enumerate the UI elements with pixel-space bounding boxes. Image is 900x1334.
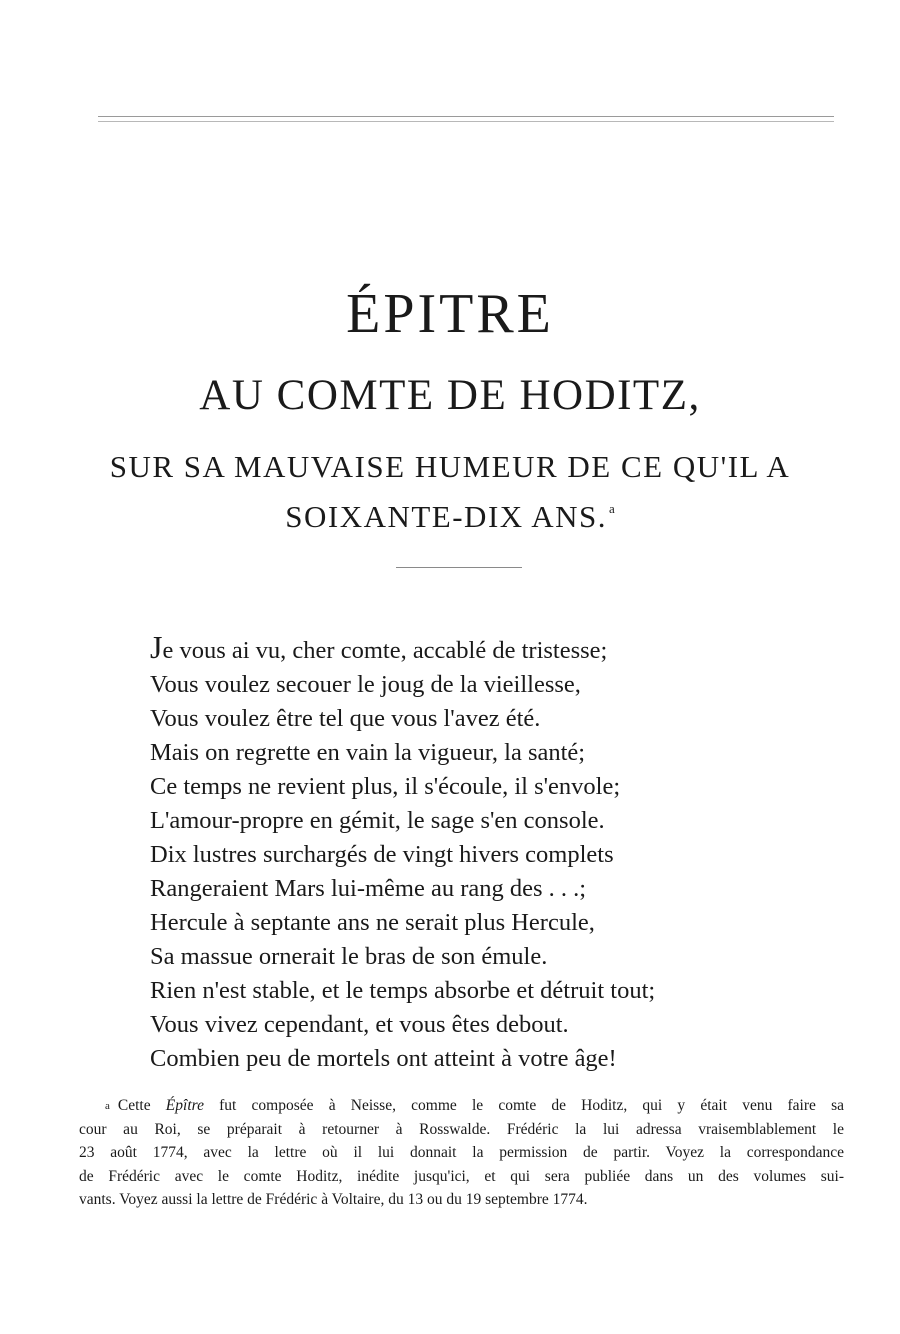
footnote xyxy=(79,1094,844,1211)
poem-verse-7: Dix lustres surchargés de vingt hivers complets xyxy=(150,841,614,868)
footnote-line-2: cour au Roi, se préparait à retourner à Rosswalde. Frédéric la lui adressa vraisemblablement le xyxy=(79,1121,844,1139)
top-double-rule xyxy=(98,116,834,122)
poem-verse-6: L'amour-propre en gémit, le sage s'en console. xyxy=(150,807,605,834)
poem-verse-1-text: e vous ai vu, cher comte, accablé de tristesse; xyxy=(162,637,608,664)
footnote-line-4: de Frédéric avec le comte Hoditz, inédite jusqu'ici, et qui sera publiée dans un des volumes sui- xyxy=(79,1167,844,1185)
poem-verse-12: Vous vivez cependant, et vous êtes debout. xyxy=(150,1011,569,1038)
poem-verse-9: Hercule à septante ans ne serait plus Hercule, xyxy=(150,909,595,936)
poem-verse-2: Vous voulez secouer le joug de la vieillesse, xyxy=(150,671,581,698)
poem-verse-8: Rangeraient Mars lui-même au rang des . . .; xyxy=(150,875,587,902)
title-recipient: AU COMTE DE HODITZ, xyxy=(199,372,701,419)
footnote-line-5: vants. Voyez aussi la lettre de Frédéric à Voltaire, du 13 ou du 19 septembre 1774. xyxy=(79,1190,588,1208)
title-footnote-marker[interactable]: a xyxy=(608,501,615,516)
page-title: ÉPITRE xyxy=(346,283,554,345)
poem-verse-5: Ce temps ne revient plus, il s'écoule, il s'envole; xyxy=(150,773,621,800)
footnote-line-1 xyxy=(79,1094,844,1118)
poem-body xyxy=(150,629,850,1076)
footnote-work-title: Épître xyxy=(165,1097,204,1114)
section-divider xyxy=(396,567,522,568)
title-subject-line-1: SUR SA MAUVAISE HUMEUR DE CE QU'IL A xyxy=(109,449,791,484)
footnote-line-1-end: fut composée à Neisse, comme le comte de Hoditz, qui y était venu faire sa xyxy=(203,1097,845,1114)
poem-verse-11: Rien n'est stable, et le temps absorbe et détruit tout; xyxy=(150,977,656,1004)
poem-verse-1 xyxy=(150,629,850,668)
title-subject-line-2-text: SOIXANTE-DIX ANS. xyxy=(285,499,607,534)
footnote-line-3: 23 août 1774, avec la lettre où il lui donnait la permission de partir. Voyez la correspondance xyxy=(79,1144,844,1162)
poem-verse-13: Combien peu de mortels ont atteint à votre âge! xyxy=(150,1045,617,1072)
title-subject-line-2 xyxy=(40,488,860,538)
footnote-marker: a xyxy=(105,1100,110,1112)
poem-verse-3: Vous voulez être tel que vous l'avez été. xyxy=(150,705,541,732)
poem-initial-letter: J xyxy=(150,629,163,665)
poem-verse-10: Sa massue ornerait le bras de son émule. xyxy=(150,943,548,970)
footnote-line-1-start: Cette xyxy=(117,1097,166,1114)
title-subject xyxy=(40,446,860,538)
poem-verse-4: Mais on regrette en vain la vigueur, la santé; xyxy=(150,739,586,766)
